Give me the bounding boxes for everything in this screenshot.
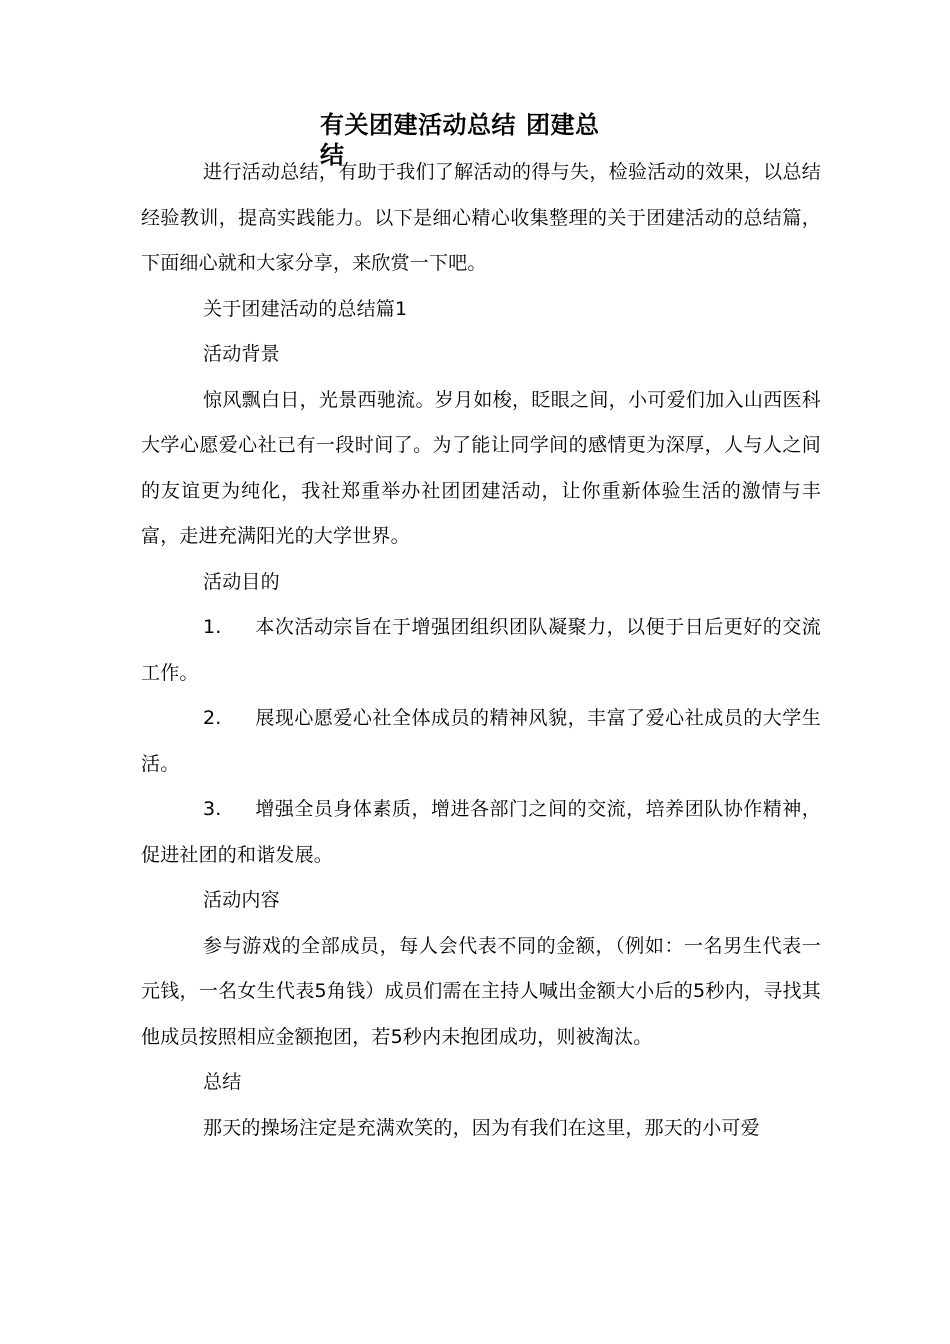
purpose-item-1 bbox=[141, 605, 821, 696]
purpose-number: 2. bbox=[203, 707, 222, 729]
purpose-item-2 bbox=[141, 696, 821, 787]
title-part-1: 有关团建活动总结 bbox=[320, 111, 516, 139]
purpose-heading: 活动目的 bbox=[203, 570, 280, 593]
background-paragraph: 惊风飘白日，光景西驰流。岁月如梭，眨眼之间，小可爱们加入山西医科大学心愿爱心社已有一段时间了。为了能让同学间的感情更为深厚，人与人之间的友谊更为纯化，我社郑重举办社团团建活动，让你重新体验生活的激情与丰富，走进充满阳光的大学世界。 bbox=[141, 388, 821, 547]
content-heading: 活动内容 bbox=[203, 889, 280, 911]
content-paragraph: 参与游戏的全部成员，每人会代表不同的金额，（例如：一名男生代表一元钱，一名女生代表5角钱）成员们需在主持人喊出金额大小后的5秒内，寻找其他成员按照相应金额抱团，若5秒内未抱团成功，则被淘汰。 bbox=[141, 934, 821, 1048]
purpose-text: 展现心愿爱心社全体成员的精神风貌，丰富了爱心社成员的大学生活。 bbox=[141, 707, 821, 775]
purpose-text: 本次活动宗旨在于增强团组织团队凝聚力，以便于日后更好的交流工作。 bbox=[141, 616, 821, 684]
summary-heading: 总结 bbox=[203, 1071, 242, 1093]
purpose-number: 1. bbox=[203, 616, 222, 638]
background-heading: 活动背景 bbox=[203, 343, 280, 365]
purpose-number: 3. bbox=[203, 798, 222, 820]
purpose-item-3 bbox=[141, 787, 821, 878]
section-title: 关于团建活动的总结篇1 bbox=[203, 297, 408, 320]
title-part-2: 团建总结 bbox=[320, 111, 600, 169]
document-body bbox=[141, 150, 821, 1151]
intro-paragraph: 进行活动总结，有助于我们了解活动的得与失，检验活动的效果，以总结经验教训，提高实践能力。以下是细心精心收集整理的关于团建活动的总结篇，下面细心就和大家分享，来欣赏一下吧。 bbox=[141, 161, 821, 274]
purpose-text: 增强全员身体素质，增进各部门之间的交流，培养团队协作精神，促进社团的和谐发展。 bbox=[141, 798, 821, 866]
summary-paragraph: 那天的操场注定是充满欢笑的，因为有我们在这里，那天的小可爱 bbox=[203, 1116, 760, 1139]
